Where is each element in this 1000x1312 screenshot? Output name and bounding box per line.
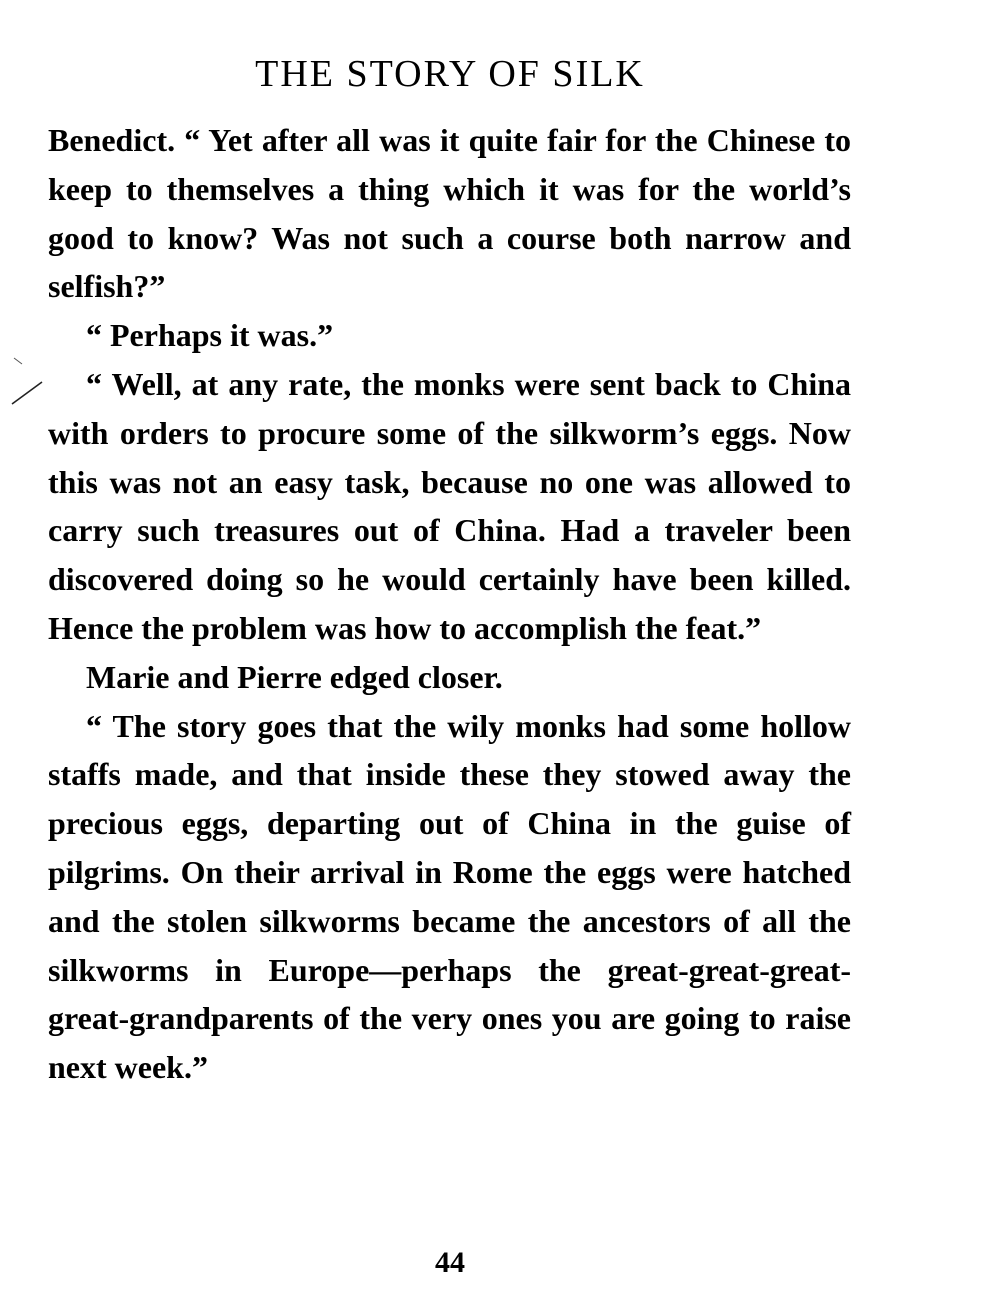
- paragraph: Marie and Pierre edged closer.: [86, 658, 503, 695]
- paragraph: “ Perhaps it was.”: [86, 317, 334, 354]
- body-text: [48, 116, 851, 1092]
- paragraph: “ Well, at any rate, the monks were sent back to China with orders to procure some of the silkworm’s eggs. Now this was not an easy task, because no one was allowed to carry such treasures out of China. Had a traveler been discovered doing so he would certainly have been killed. Hence the problem was how to accomplish the feat.”: [48, 365, 851, 646]
- running-head: THE STORY OF SILK: [255, 53, 645, 95]
- page-number: 44: [435, 1246, 465, 1279]
- paragraph: “ The story goes that the wily monks had some hollow staffs made, and that inside these they stowed away the precious eggs, departing out of China in the guise of pilgrims. On their arrival in Rome the eggs were hatched and the stolen silkworms became the ancestors of all the silkworms in Europe—perhaps the great-great-great-great-grandparents of the very ones you are going to raise next week.”: [48, 707, 851, 1086]
- paragraph: Benedict. “ Yet after all was it quite fair for the Chinese to keep to themselves a thing which it was for the world’s good to know? Was not such a course both narrow and selfish?”: [48, 122, 851, 305]
- margin-pencil-mark: [4, 352, 48, 412]
